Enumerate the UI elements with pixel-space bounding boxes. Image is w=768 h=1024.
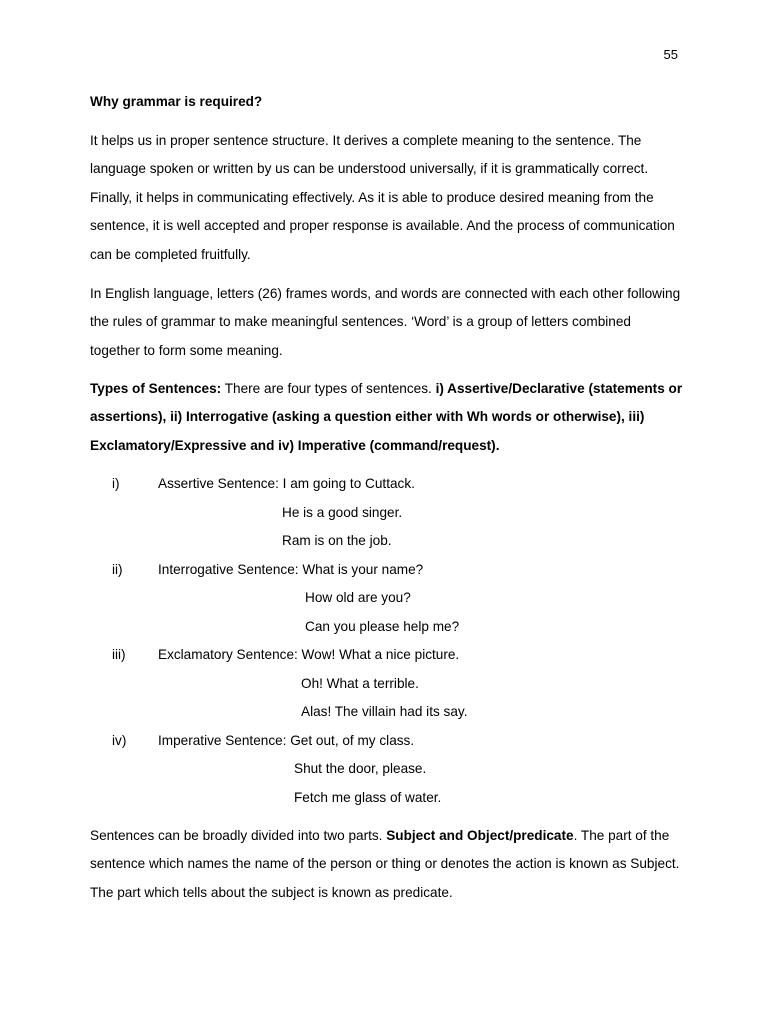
example-exclamatory-line: Alas! The villain had its say. — [301, 704, 468, 719]
paragraph-types-of-sentences — [90, 375, 684, 460]
conclusion-bold: Subject and Object/predicate — [386, 828, 574, 843]
example-interrogative-line: Can you please help me? — [305, 619, 460, 634]
list-marker: iv) — [112, 733, 127, 748]
example-imperative-line: Fetch me glass of water. — [294, 790, 442, 805]
types-intro: There are four types of sentences. — [221, 381, 436, 396]
types-list: i) Assertive/Declarative (statements or assertions), ii) Interrogative (asking a question either with Wh words or otherwise), iii) Exclamatory/Expressive and iv) Imperative (command/request). — [90, 381, 683, 453]
section-heading: Why grammar is required? — [90, 94, 263, 109]
list-marker: iii) — [112, 647, 126, 662]
example-exclamatory-line: Oh! What a terrible. — [301, 676, 419, 691]
page-number: 55 — [663, 47, 678, 62]
example-assertive-line: Ram is on the job. — [282, 533, 392, 548]
example-assertive-line: He is a good singer. — [282, 505, 403, 520]
types-label: Types of Sentences: — [90, 381, 222, 396]
example-assertive-lead: Assertive Sentence: I am going to Cuttack. — [158, 476, 415, 491]
example-interrogative-line: How old are you? — [305, 590, 411, 605]
conclusion-pre: Sentences can be broadly divided into two parts. — [90, 828, 387, 843]
conclusion-post: . The part of the sentence which names the name of the person or thing or denotes the action is known as Subject. The part which tells about the subject is known as predicate. — [90, 828, 680, 900]
example-imperative-line: Shut the door, please. — [294, 761, 427, 776]
example-exclamatory-lead: Exclamatory Sentence: Wow! What a nice picture. — [158, 647, 460, 662]
paragraph-letters-words: In English language, letters (26) frames words, and words are connected with each other following the rules of grammar to make meaningful sentences. ‘Word’ is a group of letters combined together to form some meaning. — [90, 286, 681, 358]
example-interrogative-lead: Interrogative Sentence: What is your name? — [158, 562, 424, 577]
example-imperative-lead: Imperative Sentence: Get out, of my class. — [158, 733, 415, 748]
list-marker: i) — [112, 476, 120, 491]
list-marker: ii) — [112, 562, 123, 577]
paragraph-why-grammar: It helps us in proper sentence structure. It derives a complete meaning to the sentence. The language spoken or written by us can be understood universally, if it is grammatically correct. Finally, it helps in communicating effectively. As it is able to produce desired meaning from the sentence, it is well accepted and proper response is available. And the process of communication can be completed fruitfully. — [90, 133, 675, 262]
paragraph-subject-predicate — [90, 822, 684, 907]
